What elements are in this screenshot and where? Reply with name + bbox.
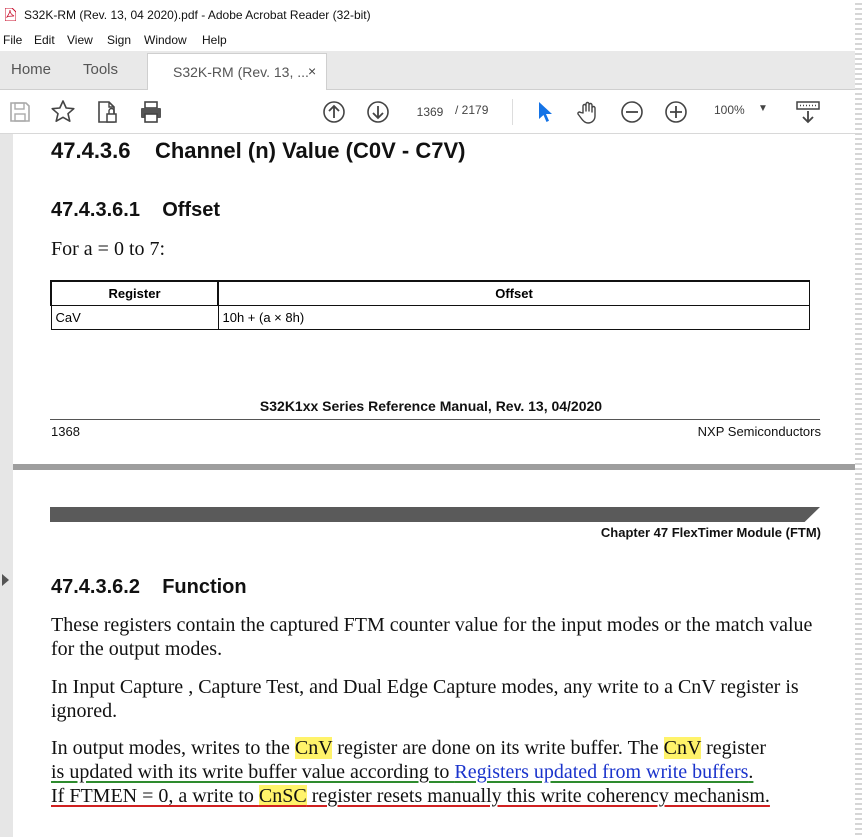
menu-file[interactable]: File [3, 33, 23, 47]
tab-bar [0, 51, 855, 90]
text-run: register resets manually this write coherency mechanism. [306, 785, 770, 807]
tab-tools[interactable]: Tools [83, 61, 119, 78]
pdf-file-icon [5, 8, 16, 21]
text-run: If FTMEN = 0, a write to [51, 785, 259, 807]
toolbar [0, 90, 855, 134]
page-number: 1368 [51, 424, 80, 439]
window-title: S32K-RM (Rev. 13, 04 2020).pdf - Adobe Acrobat Reader (32-bit) [24, 8, 371, 22]
underline-annotation[interactable] [51, 785, 770, 807]
current-page-input[interactable]: 1369 [416, 105, 444, 119]
footer-title: S32K1xx Series Reference Manual, Rev. 13, 04/2020 [259, 398, 603, 414]
paragraph-annotated [51, 736, 821, 808]
highlight-annotation[interactable]: CnV [663, 737, 702, 759]
subsection-heading-offset: 47.4.3.6.1 Offset [51, 199, 220, 221]
table-cell: CaV [51, 306, 218, 330]
torn-edge [855, 0, 862, 837]
hand-icon[interactable] [575, 99, 601, 125]
zoom-in-icon[interactable] [663, 99, 689, 125]
bookmark-star-icon[interactable] [50, 99, 76, 125]
save-icon[interactable] [7, 99, 33, 125]
chapter-header-bar [50, 507, 820, 522]
cross-reference-link[interactable]: Registers updated from write buffers [454, 761, 749, 783]
subsection-heading-function: 47.4.3.6.2 Function [51, 576, 247, 598]
tab-home[interactable]: Home [11, 61, 52, 78]
toolbar-divider [512, 99, 513, 125]
register-offset-table [50, 280, 810, 330]
zoom-level[interactable]: 100% [714, 103, 745, 117]
text-run: is updated with its write buffer value according to [51, 761, 455, 783]
section-heading: 47.4.3.6 Channel (n) Value (C0V - C7V) [51, 138, 466, 163]
paragraph: In Input Capture , Capture Test, and Dual Edge Capture modes, any write to a CnV register is ignored. [51, 676, 799, 722]
table-row [51, 306, 810, 330]
menu-edit[interactable]: Edit [34, 33, 55, 47]
highlight-annotation[interactable]: CnV [294, 737, 333, 759]
menu-window[interactable]: Window [144, 33, 187, 47]
text-run: register are done on its write buffer. The [332, 737, 664, 759]
protect-file-icon[interactable] [94, 99, 120, 125]
text-run: . [748, 761, 754, 783]
table-header: Register [51, 281, 218, 306]
paragraph: These registers contain the captured FTM counter value for the input modes or the match value for the output modes. [51, 614, 813, 660]
tab-document[interactable] [147, 53, 327, 91]
expand-panel-icon[interactable] [2, 574, 9, 586]
company-name: NXP Semiconductors [697, 424, 821, 439]
text-run: In output modes, writes to the [51, 737, 295, 759]
left-panel-collapsed[interactable] [0, 134, 13, 837]
menu-sign[interactable]: Sign [107, 33, 132, 47]
chapter-title: Chapter 47 FlexTimer Module (FTM) [600, 525, 821, 540]
page-separator [13, 464, 855, 470]
window-titlebar [0, 0, 855, 32]
select-cursor-icon[interactable] [532, 99, 558, 125]
page-down-icon[interactable] [365, 99, 391, 125]
zoom-out-icon[interactable] [619, 99, 645, 125]
total-pages: / 2179 [455, 103, 489, 117]
page-up-icon[interactable] [321, 99, 347, 125]
highlight-annotation[interactable]: CnSC [258, 785, 307, 807]
offset-intro: For a = 0 to 7: [51, 238, 166, 260]
underline-annotation[interactable] [51, 761, 753, 783]
footer-divider [50, 419, 820, 420]
text-run: register [701, 737, 767, 759]
menu-help[interactable]: Help [202, 33, 227, 47]
table-cell: 10h + (a × 8h) [218, 306, 810, 330]
read-mode-icon[interactable] [795, 99, 821, 125]
menu-bar [0, 31, 855, 51]
menu-view[interactable]: View [67, 33, 93, 47]
close-tab-icon[interactable]: × [308, 63, 317, 79]
print-icon[interactable] [138, 99, 164, 125]
table-header-row [51, 281, 810, 306]
table-header: Offset [218, 281, 810, 306]
chevron-down-icon[interactable]: ▼ [758, 103, 768, 114]
tab-document-label: S32K-RM (Rev. 13, ... [173, 64, 309, 80]
